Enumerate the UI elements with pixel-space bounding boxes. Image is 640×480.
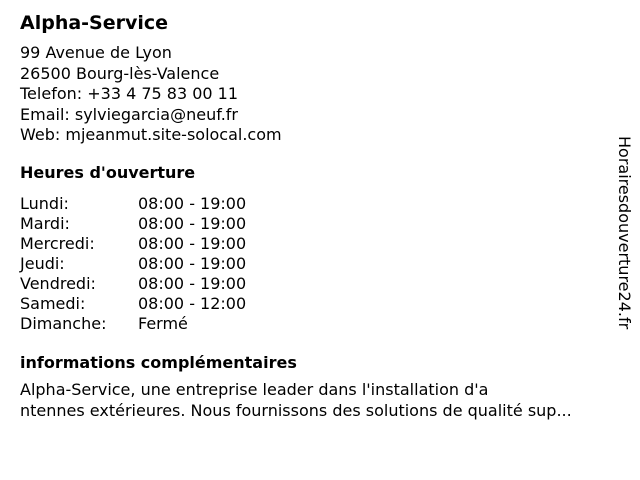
phone-line: Telefon: +33 4 75 83 00 11	[20, 84, 239, 103]
day-hours: 08:00 - 19:00	[138, 214, 247, 233]
day-hours: Fermé	[138, 314, 188, 333]
info-line-1: Alpha-Service, une entreprise leader dans l'installation d'a	[20, 380, 489, 399]
day-hours: 08:00 - 19:00	[138, 254, 247, 273]
day-hours: 08:00 - 19:00	[138, 274, 247, 293]
hours-row-monday	[20, 194, 246, 214]
hours-row-friday	[20, 274, 246, 294]
hours-row-thursday	[20, 254, 246, 274]
day-label: Jeudi:	[20, 254, 65, 273]
address-street: 99 Avenue de Lyon	[20, 43, 172, 62]
address-city: 26500 Bourg-lès-Valence	[20, 63, 220, 83]
additional-info-text	[20, 380, 572, 421]
info-line-2: ntennes extérieures. Nous fournissons des solutions de qualité sup...	[20, 400, 572, 420]
contact-block	[20, 43, 282, 146]
day-label: Vendredi:	[20, 274, 96, 293]
hours-row-wednesday	[20, 234, 246, 254]
hours-row-tuesday	[20, 214, 246, 234]
site-watermark: Horairesdouverture24.fr	[615, 136, 634, 330]
day-label: Mardi:	[20, 214, 70, 233]
day-label: Dimanche:	[20, 314, 107, 333]
day-label: Mercredi:	[20, 234, 95, 253]
day-label: Lundi:	[20, 194, 69, 213]
hours-row-saturday	[20, 294, 246, 314]
day-hours: 08:00 - 19:00	[138, 234, 247, 253]
day-hours: 08:00 - 12:00	[138, 294, 247, 313]
additional-info-heading: informations complémentaires	[20, 353, 297, 372]
business-name: Alpha-Service	[20, 12, 169, 34]
web-line: Web: mjeanmut.site-solocal.com	[20, 125, 282, 144]
day-label: Samedi:	[20, 294, 86, 313]
opening-hours-heading: Heures d'ouverture	[20, 163, 196, 182]
day-hours: 08:00 - 19:00	[138, 194, 247, 213]
hours-row-sunday	[20, 314, 246, 334]
email-line: Email: sylviegarcia@neuf.fr	[20, 104, 238, 124]
opening-hours-table	[20, 194, 246, 334]
